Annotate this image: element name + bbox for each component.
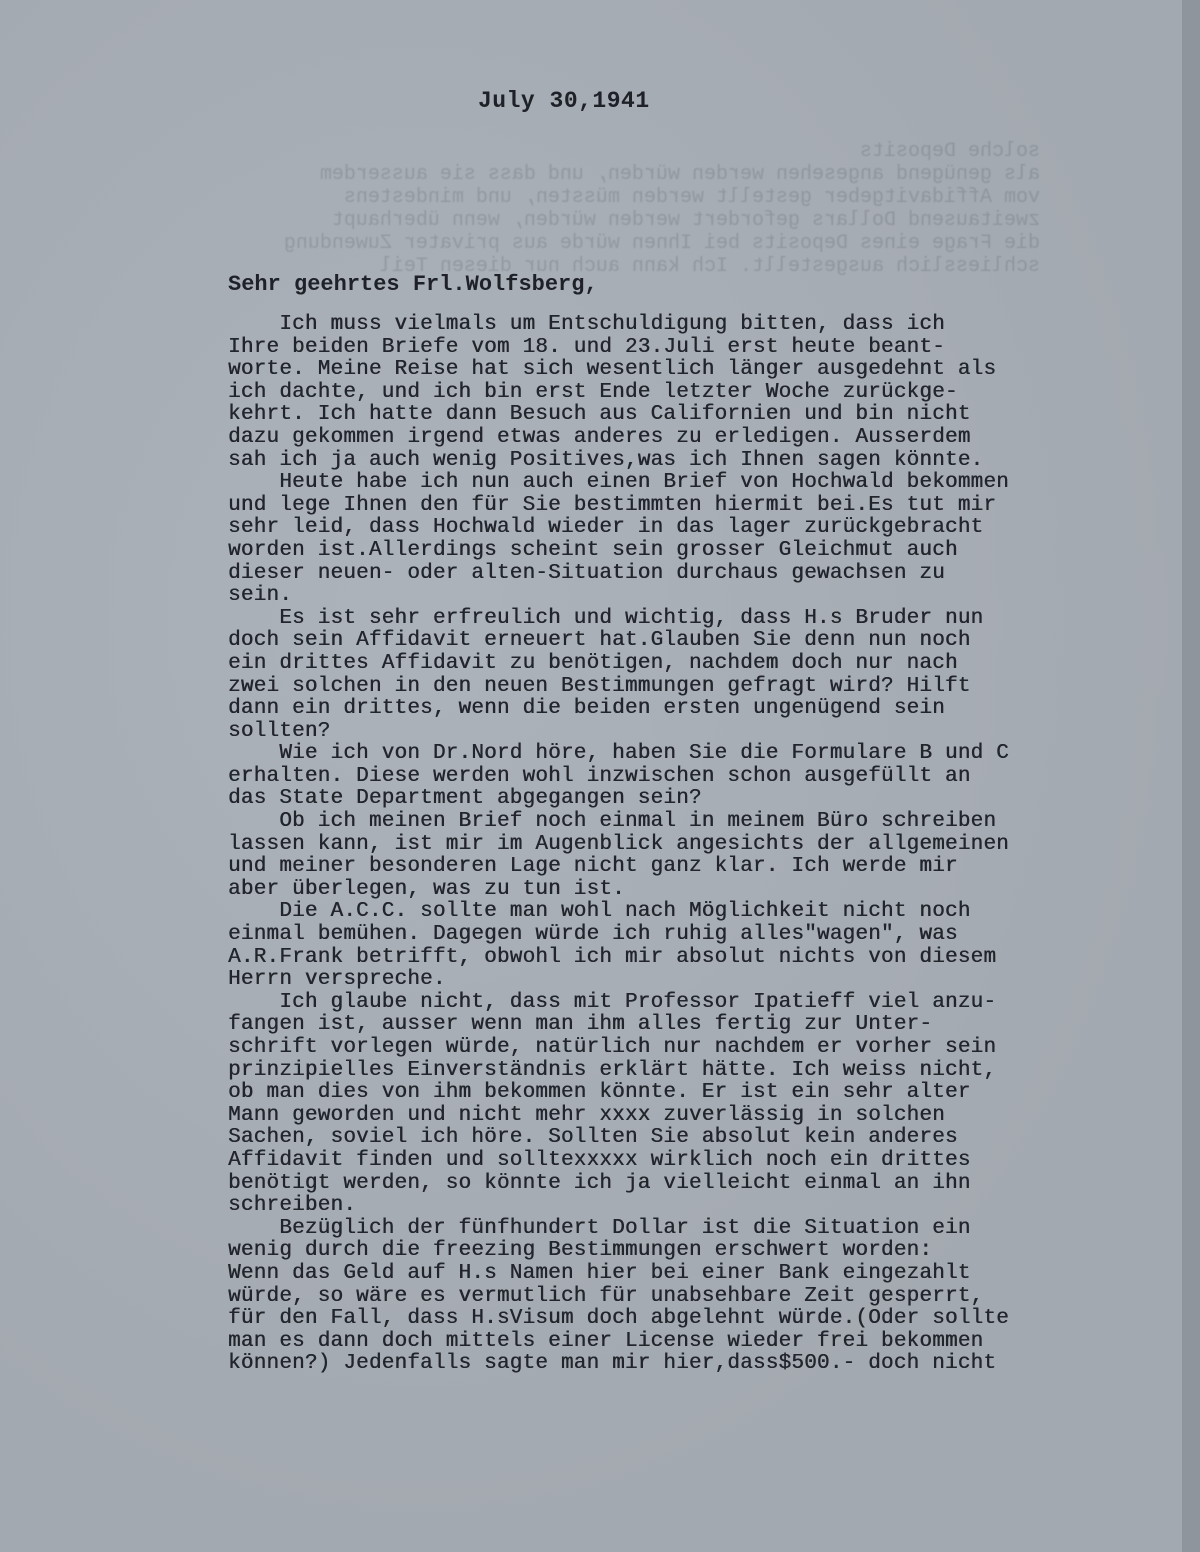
bleed-through-text [80, 140, 1040, 278]
body-line: ob man dies von ihm bekommen könnte. Er ist ein sehr alter [228, 1081, 971, 1105]
body-line: benötigt werden, so könnte ich ja vielleicht einmal an ihn [228, 1171, 971, 1195]
body-line: sein. [228, 584, 293, 608]
body-line: Bezüglich der fünfhundert Dollar ist die Situation ein [228, 1216, 971, 1240]
bleed-through-line: die Frage eines Deposits bei Ihnen würde aus privater Zuwendung [283, 232, 1040, 255]
body-line: Ich muss vielmals um Entschuldigung bitten, dass ich [228, 313, 945, 336]
body-line: würde, so wäre es vermutlich für unabsehbare Zeit gesperrt, [228, 1284, 984, 1308]
body-line: einmal bemühen. Dagegen würde ich ruhig alles"wagen", was [228, 923, 958, 947]
body-line: schrift vorlegen würde, natürlich nur nachdem er vorher sein [228, 1036, 997, 1059]
body-line: erhalten. Diese werden wohl inzwischen schon ausgefüllt an [228, 764, 971, 788]
body-line: Ihre beiden Briefe vom 18. und 23.Juli erst heute beant- [228, 335, 945, 359]
paper-edge [1182, 0, 1200, 1552]
body-line: sehr leid, dass Hochwald wieder in das lager zurückgebracht [228, 516, 984, 540]
body-line: A.R.Frank betrifft, obwohl ich mir absolut nichts von diesem [228, 945, 997, 969]
bleed-through-line: als genügend angesehen werden würden, und dass sie ausserdem [319, 163, 1040, 186]
body-line: dazu gekommen irgend etwas anderes zu erledigen. Ausserdem [228, 425, 971, 449]
body-line: sah ich ja auch wenig Positives,was ich Ihnen sagen könnte. [228, 448, 984, 472]
body-line: sollten? [228, 719, 331, 743]
body-line: dann ein drittes, wenn die beiden ersten ungenügend sein [228, 697, 945, 721]
body-line: Die A.C.C. sollte man wohl nach Möglichkeit nicht noch [228, 900, 971, 924]
body-line: Ich glaube nicht, dass mit Professor Ipatieff viel anzu- [228, 990, 997, 1014]
body-line: Wie ich von Dr.Nord höre, haben Sie die Formulare B und C [228, 742, 1009, 766]
bleed-through-line: schliesslich ausgestellt. Ich kann auch nur diesen Teil [379, 255, 1040, 278]
letter-body [228, 314, 1108, 1376]
body-line: das State Department abgegangen sein? [228, 787, 702, 811]
body-line: Es ist sehr erfreulich und wichtig, dass H.s Bruder nun [228, 606, 984, 630]
body-line: lassen kann, ist mir im Augenblick angesichts der allgemeinen [228, 832, 1009, 856]
body-line: doch sein Affidavit erneuert hat.Glauben Sie denn nun noch [228, 629, 971, 653]
body-line: Heute habe ich nun auch einen Brief von Hochwald bekommen [228, 471, 1009, 495]
body-line: und lege Ihnen den für Sie bestimmten hiermit bei.Es tut mir [228, 493, 997, 517]
body-line: ich dachte, und ich bin erst Ende letzter Woche zurückge- [228, 380, 958, 404]
body-line: Affidavit finden und solltexxxxx wirklich noch ein drittes [228, 1148, 971, 1172]
body-line: wenig durch die freezing Bestimmungen erschwert worden: [228, 1239, 933, 1263]
body-line: worden ist.Allerdings scheint sein grosser Gleichmut auch [228, 538, 958, 562]
body-line: Herrn verspreche. [228, 968, 446, 992]
body-line: für den Fall, dass H.sVisum doch abgelehnt würde.(Oder sollte [228, 1307, 1009, 1331]
body-line: Ob ich meinen Brief noch einmal in meinem Büro schreiben [228, 810, 997, 834]
bleed-through-line: solche Deposits [859, 140, 1040, 163]
body-line: und meiner besonderen Lage nicht ganz klar. Ich werde mir [228, 855, 958, 879]
body-line: Sachen, soviel ich höre. Sollten Sie absolut kein anderes [228, 1126, 958, 1150]
body-line: zwei solchen in den neuen Bestimmungen gefragt wird? Hilft [228, 674, 971, 698]
letter-date: July 30,1941 [478, 88, 650, 114]
body-line: Wenn das Geld auf H.s Namen hier bei einer Bank eingezahlt [228, 1261, 971, 1285]
body-line: aber überlegen, was zu tun ist. [228, 877, 625, 901]
bleed-through-line: vom Affidavitgeber gestellt werden müssten, und mindestens [343, 186, 1040, 209]
bleed-through-line: zweitausend Dollars gefordert werden würden, wenn überhaupt [331, 209, 1040, 232]
body-line: schreiben. [228, 1194, 357, 1218]
body-line: kehrt. Ich hatte dann Besuch aus Californien und bin nicht [228, 403, 971, 427]
body-line: man es dann doch mittels einer License wieder frei bekommen [228, 1329, 984, 1353]
body-line: prinzipielles Einverständnis erklärt hätte. Ich weiss nicht, [228, 1058, 997, 1082]
body-line: Mann geworden und nicht mehr xxxx zuverlässig in solchen [228, 1103, 945, 1127]
letter-salutation: Sehr geehrtes Frl.Wolfsberg, [228, 272, 598, 297]
body-line: fangen ist, ausser wenn man ihm alles fertig zur Unter- [228, 1013, 933, 1037]
body-line: worte. Meine Reise hat sich wesentlich länger ausgedehnt als [228, 358, 997, 382]
body-line: ein drittes Affidavit zu benötigen, nachdem doch nur nach [228, 651, 958, 675]
body-line: dieser neuen- oder alten-Situation durchaus gewachsen zu [228, 561, 945, 585]
body-line: können?) Jedenfalls sagte man mir hier,dass$500.- doch nicht [228, 1352, 997, 1376]
